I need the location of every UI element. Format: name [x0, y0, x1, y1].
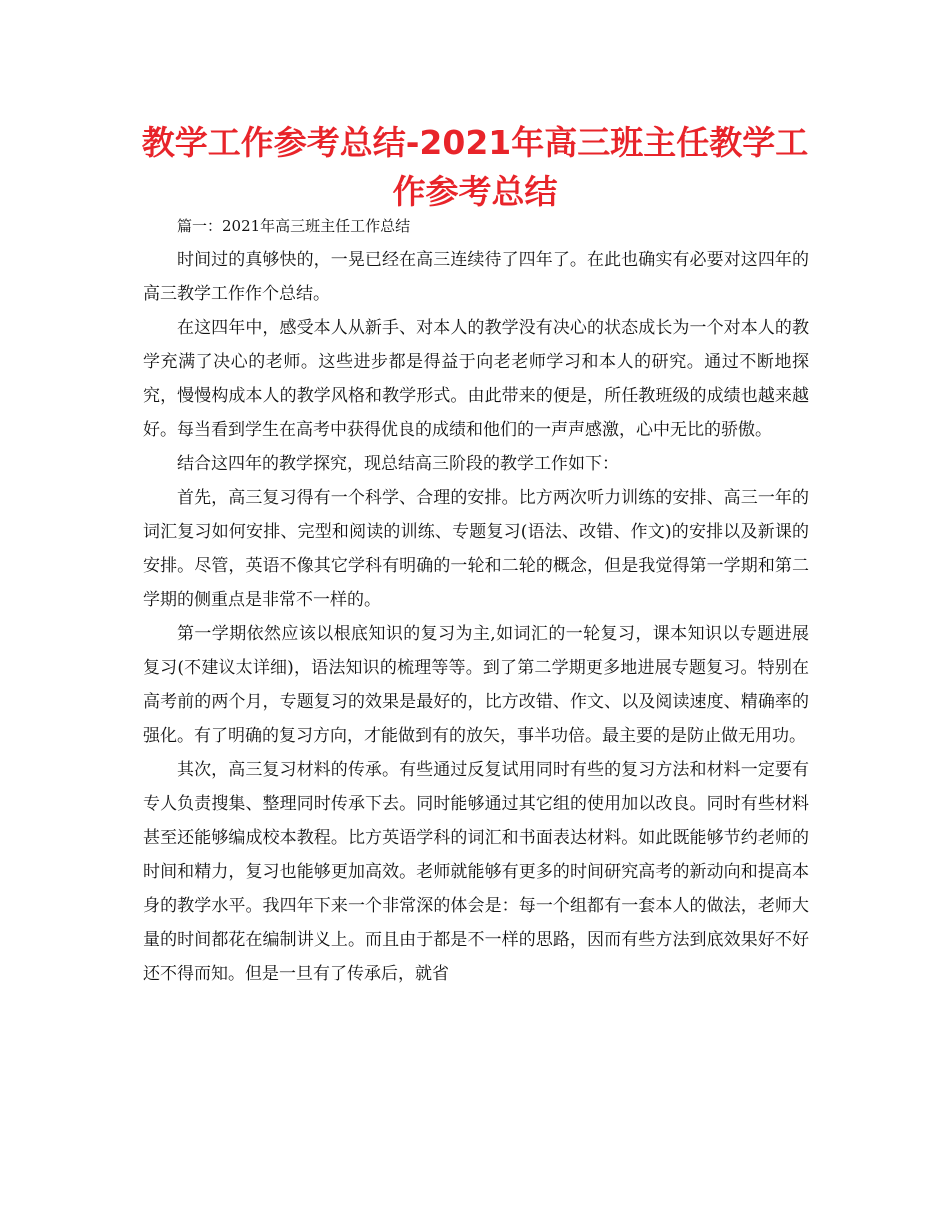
- section-heading: 篇一：2021年高三班主任工作总结: [177, 217, 411, 235]
- document-body: [143, 209, 809, 991]
- paragraph-1: 时间过的真够快的，一晃已经在高三连续待了四年了。在此也确实有必要对这四年的高三教学工作作个总结。: [143, 250, 809, 304]
- paragraph-3: 结合这四年的教学探究，现总结高三阶段的教学工作如下：: [177, 454, 619, 474]
- document-title: 教学工作参考总结-2021年高三班主任教学工作参考总结: [141, 123, 809, 211]
- paragraph-5: 第一学期依然应该以根底知识的复习为主,如词汇的一轮复习，课本知识以专题进展复习(不建议太详细)，语法知识的梳理等等。到了第二学期更多地进展专题复习。特别在高考前的两个月，专题复习的效果是最好的，比方改错、作文、以及阅读速度、精确率的强化。有了明确的复习方向，才能做到有的放矢，事半功倍。最主要的是防止做无用功。: [143, 624, 809, 746]
- paragraph-4: 首先，高三复习得有一个科学、合理的安排。比方两次听力训练的安排、高三一年的词汇复习如何安排、完型和阅读的训练、专题复习(语法、改错、作文)的安排以及新课的安排。尽管，英语不像其它学科有明确的一轮和二轮的概念，但是我觉得第一学期和第二学期的侧重点是非常不一样的。: [143, 488, 809, 610]
- paragraph-2: 在这四年中，感受本人从新手、对本人的教学没有决心的状态成长为一个对本人的教学充满了决心的老师。这些进步都是得益于向老老师学习和本人的研究。通过不断地探究，慢慢构成本人的教学风格和教学形式。由此带来的便是，所任教班级的成绩也越来越好。每当看到学生在高考中获得优良的成绩和他们的一声声感激，心中无比的骄傲。: [143, 318, 809, 440]
- paragraph-6: 其次，高三复习材料的传承。有些通过反复试用同时有些的复习方法和材料一定要有专人负责搜集、整理同时传承下去。同时能够通过其它组的使用加以改良。同时有些材料甚至还能够编成校本教程。比方英语学科的词汇和书面表达材料。如此既能够节约老师的时间和精力，复习也能够更加高效。老师就能够有更多的时间研究高考的新动向和提高本身的教学水平。我四年下来一个非常深的体会是：每一个组都有一套本人的做法，老师大量的时间都花在编制讲义上。而且由于都是不一样的思路，因而有些方法到底效果好不好还不得而知。但是一旦有了传承后，就省: [143, 760, 809, 984]
